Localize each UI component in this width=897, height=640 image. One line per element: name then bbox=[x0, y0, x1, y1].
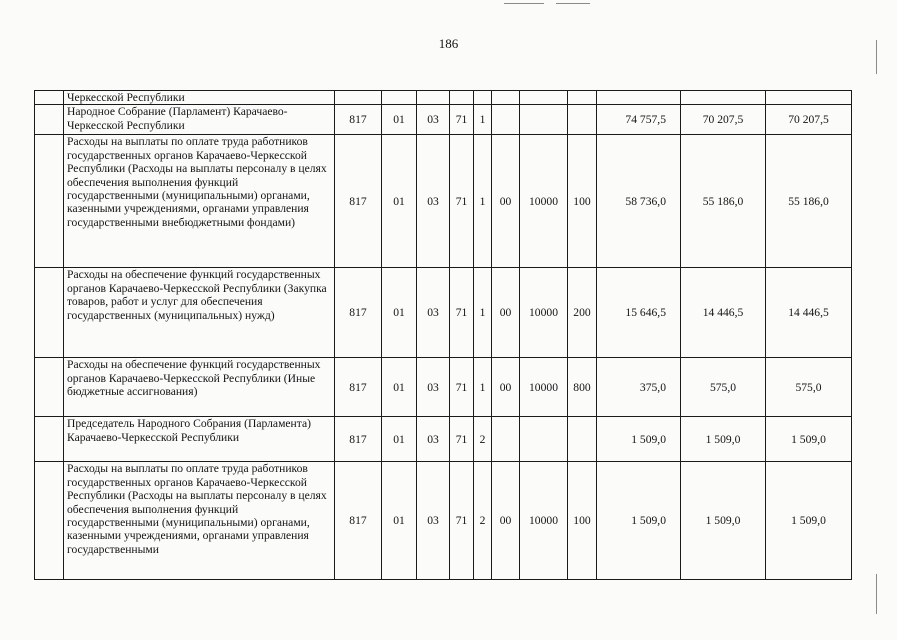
row-name: Расходы на выплаты по оплате труда работников государственных органов Карачаево-Черкесской Республики (Расходы на выплаты персоналу в целях обеспечения выполнения функций государственными (муниципальными) органами, казенными учреждениями, органами управления государственными внебюджетными фондами) bbox=[64, 135, 335, 268]
row-name: Расходы на обеспечение функций государственных органов Карачаево-Черкесской Республики (Закупка товаров, работ и услуг для обеспечения государственных (муниципальных) нужд) bbox=[64, 268, 335, 358]
cell-rz: 01 bbox=[382, 268, 417, 358]
sum-year-3: 55 186,0 bbox=[766, 135, 852, 268]
table-row bbox=[35, 462, 852, 580]
cell-vr: 200 bbox=[568, 268, 597, 358]
cell-main-measure: 00 bbox=[492, 358, 520, 417]
scan-mark-top bbox=[556, 3, 590, 4]
sum-year-2: 1 509,0 bbox=[681, 417, 766, 462]
table-row bbox=[35, 91, 852, 105]
cell-gr: 817 bbox=[335, 268, 382, 358]
cell-pr: 03 bbox=[417, 105, 450, 135]
cell-subprogram: 1 bbox=[474, 358, 492, 417]
cell-direction: 10000 bbox=[520, 358, 568, 417]
cell-program: 71 bbox=[450, 105, 474, 135]
scan-mark-right bbox=[876, 40, 877, 74]
cell-vr bbox=[568, 91, 597, 105]
cell-program: 71 bbox=[450, 417, 474, 462]
sum-year-3: 575,0 bbox=[766, 358, 852, 417]
sum-year-2: 14 446,5 bbox=[681, 268, 766, 358]
cell-main-measure bbox=[492, 105, 520, 135]
sum-year-1: 58 736,0 bbox=[597, 135, 681, 268]
cell-subprogram: 1 bbox=[474, 268, 492, 358]
cell-subprogram: 2 bbox=[474, 417, 492, 462]
cell-subprogram: 1 bbox=[474, 135, 492, 268]
sum-year-3: 70 207,5 bbox=[766, 105, 852, 135]
cell-pr: 03 bbox=[417, 135, 450, 268]
table-row bbox=[35, 417, 852, 462]
cell-direction: 10000 bbox=[520, 135, 568, 268]
cell-vr: 100 bbox=[568, 462, 597, 580]
cell-direction bbox=[520, 417, 568, 462]
cell-main-measure: 00 bbox=[492, 462, 520, 580]
table-row bbox=[35, 268, 852, 358]
table-body bbox=[35, 91, 852, 580]
cell-main-measure: 00 bbox=[492, 268, 520, 358]
cell-main-measure: 00 bbox=[492, 135, 520, 268]
cell-gr: 817 bbox=[335, 417, 382, 462]
sum-year-2: 70 207,5 bbox=[681, 105, 766, 135]
cell-pr: 03 bbox=[417, 462, 450, 580]
sum-year-3: 14 446,5 bbox=[766, 268, 852, 358]
cell-rz: 01 bbox=[382, 135, 417, 268]
cell-program: 71 bbox=[450, 268, 474, 358]
cell-direction: 10000 bbox=[520, 268, 568, 358]
sum-year-1 bbox=[597, 91, 681, 105]
sum-year-1: 74 757,5 bbox=[597, 105, 681, 135]
margin-cell bbox=[35, 358, 64, 417]
cell-program bbox=[450, 91, 474, 105]
table-row bbox=[35, 135, 852, 268]
cell-gr: 817 bbox=[335, 462, 382, 580]
row-name: Народное Собрание (Парламент) Карачаево-Черкесской Республики bbox=[64, 105, 335, 135]
sum-year-3: 1 509,0 bbox=[766, 462, 852, 580]
cell-gr: 817 bbox=[335, 105, 382, 135]
cell-direction bbox=[520, 91, 568, 105]
sum-year-2: 1 509,0 bbox=[681, 462, 766, 580]
scan-mark-right bbox=[876, 574, 877, 614]
sum-year-2: 575,0 bbox=[681, 358, 766, 417]
row-name: Председатель Народного Собрания (Парламента) Карачаево-Черкесской Республики bbox=[64, 417, 335, 462]
cell-gr: 817 bbox=[335, 135, 382, 268]
table-row bbox=[35, 358, 852, 417]
row-name: Расходы на выплаты по оплате труда работников государственных органов Карачаево-Черкесской Республики (Расходы на выплаты персоналу в целях обеспечения выполнения функций государственными (муниципальными) органами, казенными учреждениями, органами управления государственными bbox=[64, 462, 335, 580]
cell-main-measure bbox=[492, 91, 520, 105]
page-number: 186 bbox=[438, 36, 459, 51]
sum-year-3: 1 509,0 bbox=[766, 417, 852, 462]
cell-rz: 01 bbox=[382, 462, 417, 580]
cell-vr: 800 bbox=[568, 358, 597, 417]
row-name: Расходы на обеспечение функций государственных органов Карачаево-Черкесской Республики (Иные бюджетные ассигнования) bbox=[64, 358, 335, 417]
margin-cell bbox=[35, 462, 64, 580]
margin-cell bbox=[35, 105, 64, 135]
cell-pr: 03 bbox=[417, 417, 450, 462]
sum-year-1: 375,0 bbox=[597, 358, 681, 417]
sum-year-1: 1 509,0 bbox=[597, 462, 681, 580]
cell-subprogram: 1 bbox=[474, 105, 492, 135]
row-name: Черкесской Республики bbox=[64, 91, 335, 105]
sum-year-1: 1 509,0 bbox=[597, 417, 681, 462]
cell-pr bbox=[417, 91, 450, 105]
margin-cell bbox=[35, 268, 64, 358]
margin-cell bbox=[35, 91, 64, 105]
cell-program: 71 bbox=[450, 135, 474, 268]
sum-year-1: 15 646,5 bbox=[597, 268, 681, 358]
cell-pr: 03 bbox=[417, 268, 450, 358]
sum-year-3 bbox=[766, 91, 852, 105]
cell-main-measure bbox=[492, 417, 520, 462]
cell-rz: 01 bbox=[382, 417, 417, 462]
cell-rz: 01 bbox=[382, 358, 417, 417]
cell-vr bbox=[568, 417, 597, 462]
cell-direction bbox=[520, 105, 568, 135]
cell-program: 71 bbox=[450, 462, 474, 580]
table-row bbox=[35, 105, 852, 135]
cell-subprogram: 2 bbox=[474, 462, 492, 580]
sum-year-2 bbox=[681, 91, 766, 105]
cell-program: 71 bbox=[450, 358, 474, 417]
budget-table bbox=[34, 90, 852, 580]
cell-subprogram bbox=[474, 91, 492, 105]
cell-gr bbox=[335, 91, 382, 105]
scan-mark-top bbox=[504, 3, 544, 4]
cell-gr: 817 bbox=[335, 358, 382, 417]
cell-rz: 01 bbox=[382, 105, 417, 135]
cell-rz bbox=[382, 91, 417, 105]
cell-vr bbox=[568, 105, 597, 135]
cell-pr: 03 bbox=[417, 358, 450, 417]
cell-direction: 10000 bbox=[520, 462, 568, 580]
cell-vr: 100 bbox=[568, 135, 597, 268]
margin-cell bbox=[35, 417, 64, 462]
margin-cell bbox=[35, 135, 64, 268]
sum-year-2: 55 186,0 bbox=[681, 135, 766, 268]
